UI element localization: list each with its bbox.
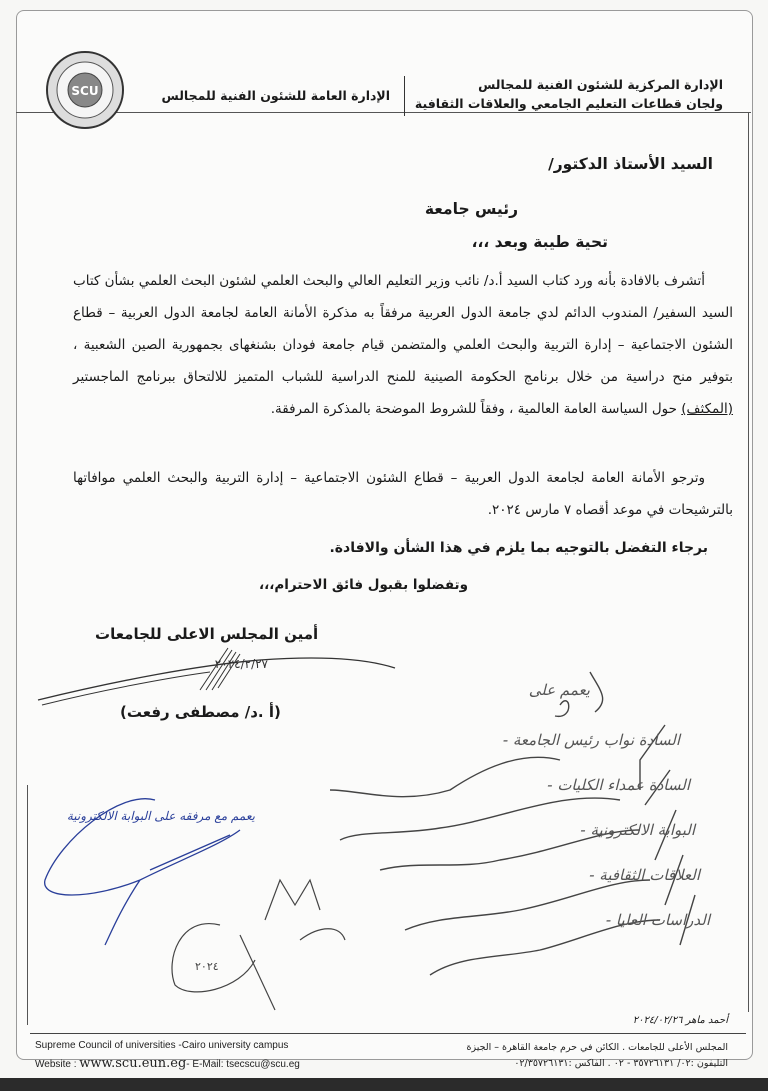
email-link[interactable]: - E-Mail: tsecscu@scu.eg xyxy=(186,1059,300,1070)
footer-ar-line1: المجلس الأعلى للجامعات . الكائن في حرم جامعة القاهرة – الجيزة xyxy=(466,1042,728,1053)
directive-line-5: - الدراسات العليا xyxy=(605,911,710,929)
footer-en-line2 xyxy=(35,1055,300,1074)
directive-line-3: - البوابة الالكترونية xyxy=(580,821,695,839)
addressee-title: رئيس جامعة xyxy=(424,200,518,218)
header-right-line2: ولجان قطاعات التعليم الجامعي والعلاقات الثقافية xyxy=(414,96,723,111)
header-right-line1: الإدارة المركزية للشئون الفنية للمجالس xyxy=(478,77,723,92)
directive-line-1: - السادة نواب رئيس الجامعة xyxy=(502,731,680,749)
directive-line-2: - السادة عمداء الكليات xyxy=(547,776,690,794)
paragraph-1-underlined: (المكثف) xyxy=(681,401,733,417)
closing-line: وتفضلوا بقبول فائق الاحترام،،، xyxy=(258,577,468,593)
paragraph-2: وترجو الأمانة العامة لجامعة الدول العربية – قطاع الشئون الاجتماعية – إدارة التربية والبحث العلمي موافاتها بالترشيحات في موعد أقصاه ٧ مارس ٢٠٢٤. xyxy=(73,470,733,518)
footer-divider xyxy=(30,1033,746,1034)
request-line: برجاء التفضل بالتوجيه بما يلزم في هذا الشأن والافادة. xyxy=(329,540,708,556)
footer-arabic xyxy=(466,1040,728,1072)
website-label: Website : xyxy=(35,1059,80,1070)
lower-signature xyxy=(172,880,345,1010)
signatory-title: أمين المجلس الاعلى للجامعات xyxy=(95,625,319,643)
directive-line-4: - العلاقات الثقافية xyxy=(589,866,700,884)
footer-ar-line2: التليفون :٠٢/ ٣٥٧٢٦١٣١ - ٠٢ . الفاكس :٠٢/٣٥٧٢٦١٣١ xyxy=(514,1058,728,1069)
salutation: السيد الأستاذ الدكتور/ xyxy=(548,155,713,173)
signature-date: ٢٠٢٤/٢/٢٧ xyxy=(214,657,268,671)
clerk-note: أحمد ماهر ٢٠٢٤/٠٢/٢٦ xyxy=(632,1015,728,1026)
website-link[interactable]: www.scu.eun.eg xyxy=(79,1056,187,1071)
signatory-name: (أ .د/ مصطفى رفعت) xyxy=(120,703,281,721)
paragraph-1-b: حول السياسة العامة العالمية ، وفقاً للشروط الموضحة بالمذكرة المرفقة. xyxy=(270,401,682,417)
header-general-admin: الإدارة العامة للشئون الفنية للمجالس xyxy=(161,88,390,103)
paragraph-1-a: أتشرف بالافادة بأنه ورد كتاب السيد أ.د/ نائب وزير التعليم العالي والبحث العلمي لشئون البحث العلمي بشأن كتاب السيد السفير/ المندوب الدائم لدي جامعة الدول العربية مرفقاً به مذكرة الأمانة العامة لجامعة الدول العربية – قطاع الشئون الاجتماعية – إدارة التربية والبحث العلمي والمتضمن قيام جامعة فودان بشنغهاى بجمهورية الصين الشعبية ، بتوفير منح دراسية من خلال برنامج الحكومة الصينية للمنح الدراسية للشباب المتميز للالتحاق ببرنامج الماجستير xyxy=(73,273,733,385)
footer-english xyxy=(35,1037,300,1074)
signature-stroke xyxy=(42,672,210,705)
scan-edge xyxy=(0,1078,768,1091)
footer-en-line1: Supreme Council of universities -Cairo university campus xyxy=(35,1040,289,1051)
lower-signature-date: ٢٠٢٤ xyxy=(195,960,219,973)
blue-note: يعمم مع مرفقه على البوابة الالكترونية xyxy=(66,809,255,823)
logo-text: SCU xyxy=(71,84,99,98)
greeting: تحية طيبة وبعد ،،، xyxy=(471,233,608,251)
directive-line-0: يعمم على xyxy=(528,681,590,699)
